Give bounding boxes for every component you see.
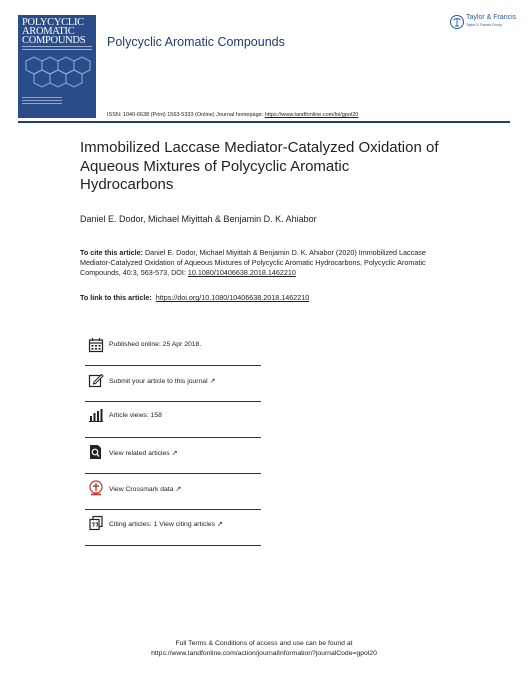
search-document-icon [88, 444, 104, 460]
citation-text: Daniel E. Dodor, Michael Miyittah & Benjamin D. K. Ahiabor (2020) Immobilized Laccase Mediator-Catalyzed Oxidation of Aqueous Mixtures of Polycyclic Aromatic Hydrocarbons, Polycyclic Aromatic Compounds, 40:3, 563-573, DOI: [80, 248, 426, 277]
cover-title-line: AROMATIC [22, 26, 75, 37]
cover-title-line: COMPOUNDS [22, 35, 86, 46]
external-link-icon: ↗ [209, 378, 216, 385]
related-articles-label[interactable]: View related articles [109, 450, 170, 457]
footer-terms [0, 639, 528, 659]
citing-icon [88, 515, 104, 531]
external-link-icon: ↗ [171, 450, 178, 457]
published-online-label: Published online: 25 Apr 2018. [109, 341, 202, 348]
citation-label: To cite this article: [80, 248, 143, 257]
citing-articles-label[interactable]: Citing articles: 1 View citing articles [109, 521, 216, 528]
article-title: Immobilized Laccase Mediator-Catalyzed Oxidation of Aqueous Mixtures of Polycyclic Aromatic Hydrocarbons [80, 139, 439, 193]
cover-small-text [22, 97, 62, 106]
publisher-tagline: Taylor & Francis Group [466, 23, 502, 27]
crossmark-label[interactable]: View Crossmark data [109, 486, 174, 493]
external-link-icon: ↗ [217, 521, 223, 528]
header-divider [18, 121, 510, 123]
submit-article-link[interactable] [109, 377, 215, 385]
cover-subtitle-lines [22, 46, 92, 52]
edit-icon [88, 372, 104, 388]
cover-title [22, 18, 94, 45]
publisher-name: Taylor & Francis [466, 14, 517, 21]
citation-doi-link[interactable]: 10.1080/10406638.2018.1462210 [187, 268, 296, 277]
journal-homepage-link[interactable]: https://www.tandfonline.com/loi/gpol20 [264, 112, 359, 118]
submit-article-row[interactable] [85, 366, 261, 402]
footer-terms-link[interactable]: https://www.tandfonline.com/action/journalInformation?journalCode=gpol20 [151, 650, 377, 657]
issn-line [107, 112, 358, 118]
crossmark-row[interactable] [85, 474, 261, 510]
link-label: To link to this article: [80, 293, 152, 302]
crossmark-icon [88, 480, 104, 496]
journal-cover-image [18, 15, 96, 118]
cover-title-line: POLYCYCLIC [22, 17, 84, 28]
external-link-icon: ↗ [175, 486, 182, 493]
cover-hexagon-pattern [18, 53, 96, 95]
bar-chart-icon [88, 407, 104, 423]
citation-block [80, 248, 435, 278]
published-online-row [85, 330, 261, 366]
article-views-label: Article views: 158 [109, 412, 162, 419]
crossmark-link[interactable] [109, 485, 181, 493]
issn-text: ISSN: 1040-6638 (Print) 1563-5333 (Online) Journal homepage: [107, 112, 265, 118]
related-articles-link[interactable] [109, 449, 178, 457]
article-views-row [85, 402, 261, 438]
journal-name[interactable]: Polycyclic Aromatic Compounds [107, 35, 285, 49]
footer-line-1: Full Terms & Conditions of access and use can be found at [175, 640, 353, 647]
article-authors: Daniel E. Dodor, Michael Miyittah & Benjamin D. K. Ahiabor [80, 214, 317, 224]
related-articles-row[interactable] [85, 438, 261, 474]
submit-article-label[interactable]: Submit your article to this journal [109, 378, 208, 385]
citing-articles-row[interactable] [85, 510, 261, 546]
citing-articles-link[interactable] [109, 520, 223, 528]
calendar-icon [88, 337, 104, 353]
article-link-block [80, 293, 309, 302]
article-doi-link[interactable]: https://doi.org/10.1080/10406638.2018.1462210 [155, 293, 310, 302]
